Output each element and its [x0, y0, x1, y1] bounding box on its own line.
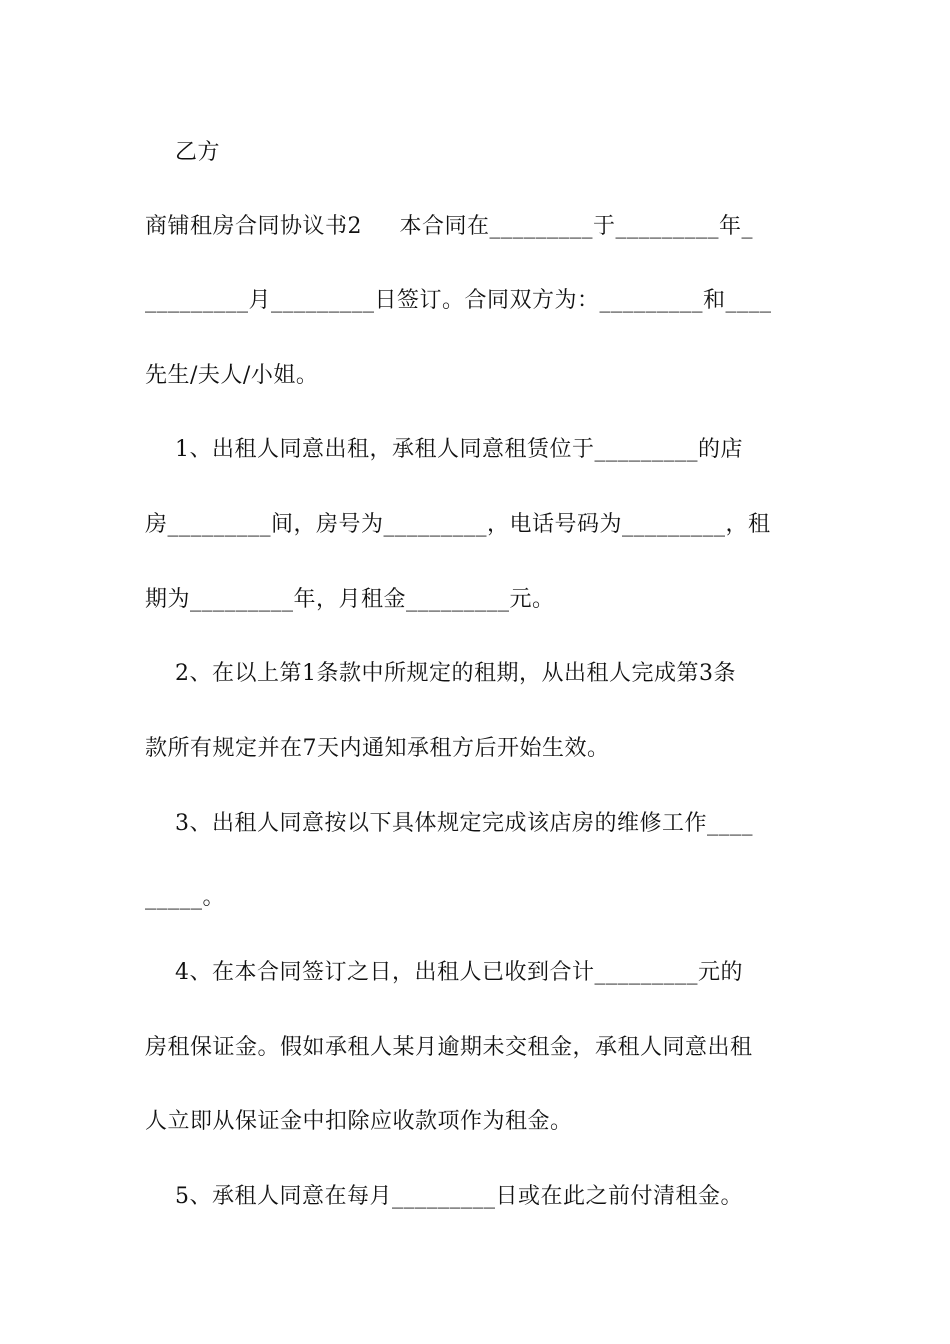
text-line: 期为_________年，月租金_________元。 [145, 587, 555, 612]
text-line: _____。 [145, 885, 226, 910]
text-line: 3、出租人同意按以下具体规定完成该店房的维修工作____ [145, 811, 753, 836]
text-line: 人立即从保证金中扣除应收款项作为租金。 [145, 1109, 573, 1134]
text-line: 商铺租房合同协议书2 本合同在_________于_________年_ [145, 214, 753, 239]
text-line: 2、在以上第1条款中所规定的租期，从出租人完成第3条 [145, 661, 736, 686]
text-line: 4、在本合同签订之日，出租人已收到合计_________元的 [145, 960, 743, 985]
text-line: _________月_________日签订。合同双方为：_________和____ [145, 288, 772, 313]
text-line: 乙方 [145, 140, 220, 165]
text-line: 款所有规定并在7天内通知承租方后开始生效。 [145, 736, 610, 761]
text-line: 房_________间，房号为_________，电话号码为_________，租 [145, 512, 771, 537]
text-line: 先生/夫人/小姐。 [145, 363, 319, 388]
text-line: 1、出租人同意出租，承租人同意租赁位于_________的店 [145, 437, 743, 462]
text-line: 房租保证金。假如承租人某月逾期未交租金，承租人同意出租 [145, 1035, 753, 1060]
text-line: 5、承租人同意在每月_________日或在此之前付清租金。 [145, 1184, 743, 1209]
